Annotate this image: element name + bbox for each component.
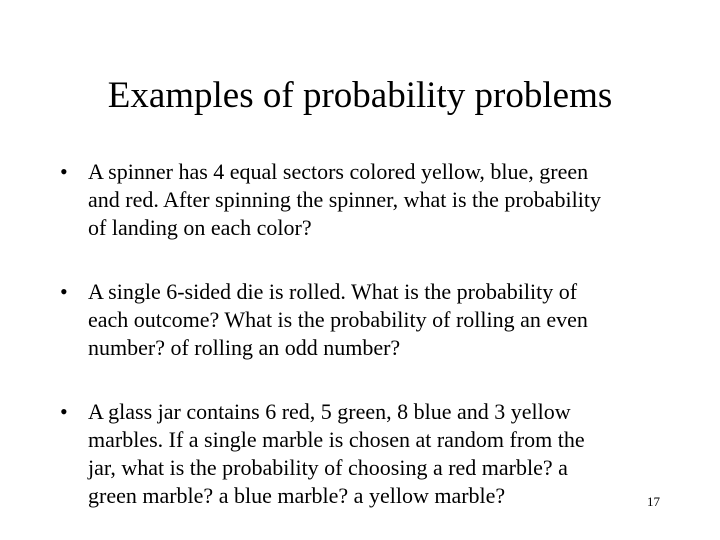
slide-title: Examples of probability problems bbox=[107, 75, 613, 116]
bullet-line: each outcome? What is the probability of rolling an even bbox=[88, 307, 588, 332]
bullet-line: of landing on each color? bbox=[88, 215, 312, 240]
bullet-list bbox=[60, 158, 670, 510]
bullet-icon: • bbox=[60, 399, 68, 424]
bullet-text bbox=[88, 158, 670, 242]
bullet-line: marbles. If a single marble is chosen at random from the bbox=[88, 427, 585, 452]
bullet-item-spinner bbox=[60, 158, 670, 242]
bullet-icon: • bbox=[60, 279, 68, 304]
bullet-line: A spinner has 4 equal sectors colored yellow, blue, green bbox=[88, 159, 589, 184]
bullet-line: jar, what is the probability of choosing a red marble? a bbox=[88, 455, 568, 480]
bullet-text bbox=[88, 278, 670, 362]
bullet-line: A glass jar contains 6 red, 5 green, 8 blue and 3 yellow bbox=[88, 399, 571, 424]
bullet-line: green marble? a blue marble? a yellow marble? bbox=[88, 483, 506, 508]
bullet-item-marbles bbox=[60, 398, 670, 510]
bullet-text bbox=[88, 398, 670, 510]
bullet-line: and red. After spinning the spinner, what is the probability bbox=[88, 187, 601, 212]
bullet-item-die bbox=[60, 278, 670, 362]
bullet-line: number? of rolling an odd number? bbox=[88, 335, 401, 360]
bullet-line: A single 6-sided die is rolled. What is the probability of bbox=[88, 279, 578, 304]
page-number: 17 bbox=[647, 494, 660, 509]
bullet-icon: • bbox=[60, 159, 68, 184]
